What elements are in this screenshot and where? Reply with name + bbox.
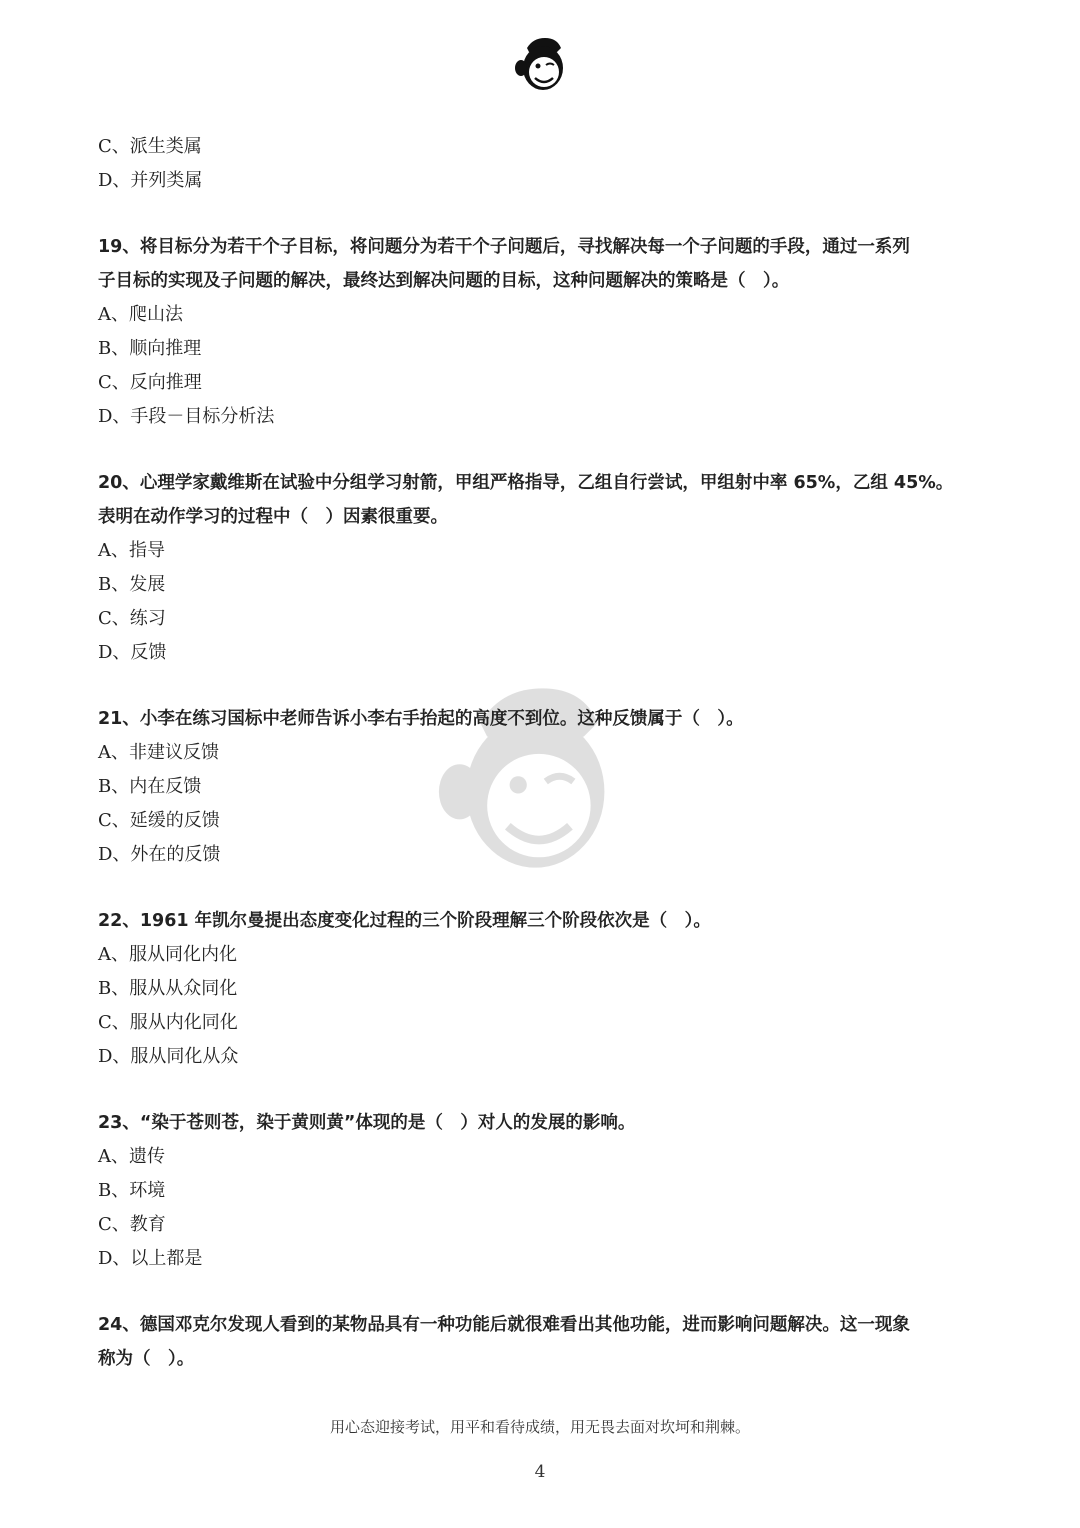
question-text: 子目标的实现及子问题的解决，最终达到解决问题的目标，这种问题解决的策略是（ ）。 [98, 271, 790, 291]
option-line: B、发展 [98, 574, 166, 595]
option-line: D、反馈 [98, 642, 167, 663]
option-line: A、爬山法 [98, 304, 183, 325]
question-text: 22、1961 年凯尔曼提出态度变化过程的三个阶段理解三个阶段依次是（ ）。 [98, 911, 711, 931]
question-22 [98, 904, 988, 1074]
option-line: D、并列类属 [98, 170, 203, 191]
option-line: A、遗传 [98, 1146, 165, 1167]
option-line: D、手段－目标分析法 [98, 406, 275, 427]
question-text: 21、小李在练习国标中老师告诉小李右手抬起的高度不到位。这种反馈属于（ ）。 [98, 709, 744, 729]
option-line: C、练习 [98, 608, 166, 629]
question-text: 表明在动作学习的过程中（ ）因素很重要。 [98, 507, 448, 527]
option-line: D、服从同化从众 [98, 1046, 239, 1067]
option-line: C、教育 [98, 1214, 166, 1235]
question-text: 19、将目标分为若干个子目标，将问题分为若干个子问题后，寻找解决每一个子问题的手段，通过一系列 [98, 237, 910, 257]
question-text: 24、德国邓克尔发现人看到的某物品具有一种功能后就很难看出其他功能，进而影响问题解决。这一现象 [98, 1315, 910, 1335]
footer-motto: 用心态迎接考试，用平和看待成绩，用无畏去面对坎坷和荆棘。 [329, 1418, 750, 1436]
document-body [98, 130, 988, 1376]
option-line: A、服从同化内化 [98, 944, 237, 965]
question-19 [98, 230, 988, 434]
option-line: A、指导 [98, 540, 165, 561]
question-20 [98, 466, 988, 670]
prev-question-options [98, 130, 988, 198]
page-number: 4 [534, 1462, 546, 1482]
option-line: D、外在的反馈 [98, 844, 221, 865]
option-line: C、延缓的反馈 [98, 810, 220, 831]
option-line: B、内在反馈 [98, 776, 202, 797]
option-line: C、反向推理 [98, 372, 202, 393]
option-line: B、环境 [98, 1180, 166, 1201]
question-21 [98, 702, 988, 872]
question-text: 20、心理学家戴维斯在试验中分组学习射箭，甲组严格指导，乙组自行尝试，甲组射中率 65%，乙组 45%。 [98, 473, 954, 493]
question-24 [98, 1308, 988, 1376]
question-text: 称为（ ）。 [98, 1349, 195, 1369]
option-line: B、顺向推理 [98, 338, 202, 359]
monkey-mascot-icon [513, 34, 571, 94]
option-line: C、服从内化同化 [98, 1012, 238, 1033]
question-text: 23、“染于苍则苍，染于黄则黄”体现的是（ ）对人的发展的影响。 [98, 1113, 636, 1133]
question-23 [98, 1106, 988, 1276]
option-line: A、非建议反馈 [98, 742, 219, 763]
option-line: C、派生类属 [98, 136, 202, 157]
option-line: B、服从从众同化 [98, 978, 238, 999]
option-line: D、以上都是 [98, 1248, 203, 1269]
